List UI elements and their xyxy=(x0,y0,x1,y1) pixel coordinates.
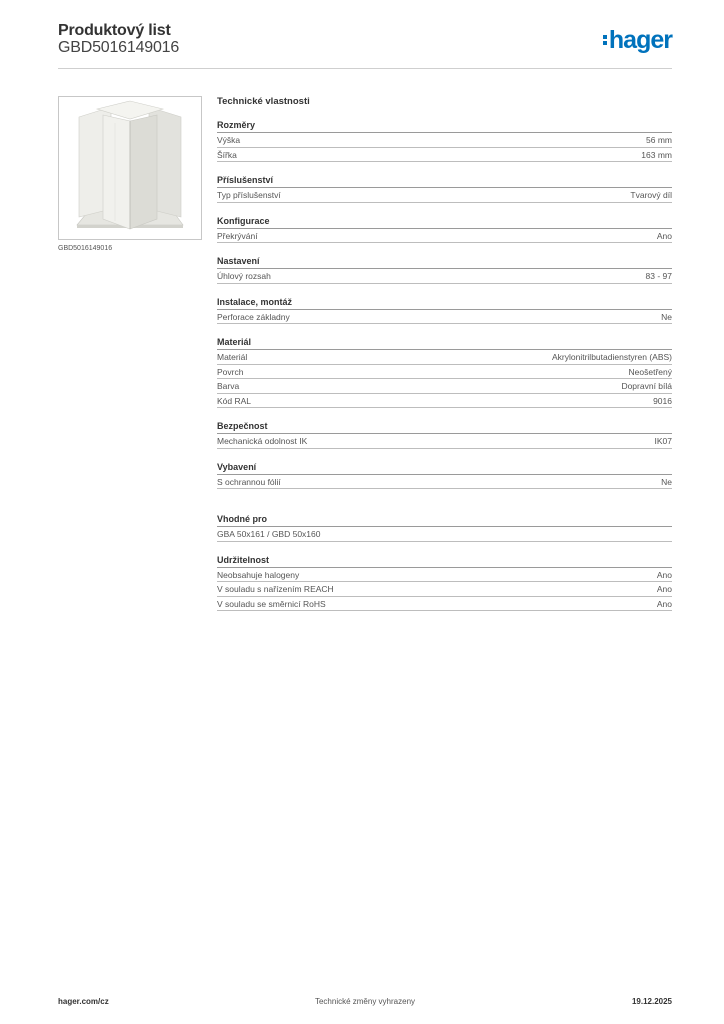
property-group-title: Instalace, montáž xyxy=(217,296,672,310)
property-group-title: Bezpečnost xyxy=(217,420,672,434)
property-group-title: Konfigurace xyxy=(217,215,672,229)
property-row xyxy=(217,310,672,325)
technical-properties xyxy=(217,96,672,611)
property-row xyxy=(217,148,672,163)
property-row xyxy=(217,597,672,612)
property-row xyxy=(217,582,672,597)
property-label: Povrch xyxy=(217,366,244,377)
property-value: Ano xyxy=(656,569,672,580)
property-label: S ochrannou fólií xyxy=(217,476,281,487)
product-image xyxy=(58,96,202,240)
property-label: Úhlový rozsah xyxy=(217,271,271,281)
property-group-title: Udržitelnost xyxy=(217,554,672,568)
property-value: Akrylonitrilbutadienstyren (ABS) xyxy=(552,352,672,362)
property-value: Ne xyxy=(661,476,672,487)
property-row xyxy=(217,434,672,449)
property-label: GBA 50x161 / GBD 50x160 xyxy=(217,529,321,539)
property-row xyxy=(217,229,672,244)
logo-text: hager xyxy=(608,26,672,54)
property-group-title: Příslušenství xyxy=(217,174,672,188)
property-label: V souladu s nařízením REACH xyxy=(217,584,334,594)
property-label: Typ příslušenství xyxy=(217,190,281,200)
property-group-title: Rozměry xyxy=(217,119,672,133)
property-label: Šířka xyxy=(217,149,237,160)
footer-note: Technické změny vyhrazeny xyxy=(314,997,416,1006)
property-row xyxy=(217,475,672,490)
property-value: Tvarový díl xyxy=(630,190,672,200)
property-group-title: Materiál xyxy=(217,336,672,350)
property-value: Ano xyxy=(656,598,672,609)
property-group-title: Nastavení xyxy=(217,255,672,269)
properties-heading: Technické vlastnosti xyxy=(217,96,310,107)
property-row xyxy=(217,188,672,203)
property-value: Ano xyxy=(656,584,672,594)
property-row xyxy=(217,133,672,148)
document-title: Produktový list xyxy=(58,22,171,39)
property-label: Barva xyxy=(217,381,240,391)
footer-website: hager.com/cz xyxy=(58,997,109,1006)
property-row xyxy=(217,568,672,583)
property-label: Materiál xyxy=(217,352,248,362)
property-group-title: Vybavení xyxy=(217,461,672,475)
property-label: Překrývání xyxy=(217,230,258,241)
hager-logo xyxy=(603,28,672,52)
property-value: IK07 xyxy=(654,436,672,446)
property-value: 9016 xyxy=(653,395,672,406)
property-row xyxy=(217,350,672,365)
logo-dots-icon xyxy=(603,34,607,46)
product-code: GBD5016149016 xyxy=(58,39,180,56)
property-value: 163 mm xyxy=(641,149,672,160)
property-row xyxy=(217,394,672,409)
property-value: Neošetřený xyxy=(628,366,672,377)
property-row xyxy=(217,365,672,380)
property-group-title: Vhodné pro xyxy=(217,513,672,527)
inner-corner-product-illustration xyxy=(59,97,201,239)
property-value: Dopravní bílá xyxy=(621,381,672,391)
page-header xyxy=(58,22,672,69)
property-label: V souladu se směrnicí RoHS xyxy=(217,598,326,609)
property-row xyxy=(217,379,672,394)
property-value: 83 - 97 xyxy=(645,271,672,281)
property-label: Neobsahuje halogeny xyxy=(217,569,300,580)
property-value: 56 mm xyxy=(646,135,672,145)
property-row xyxy=(217,527,672,542)
image-caption: GBD5016149016 xyxy=(58,245,113,252)
property-value: Ne xyxy=(661,311,672,322)
property-label: Výška xyxy=(217,135,241,145)
footer-date: 19.12.2025 xyxy=(631,997,672,1006)
property-label: Kód RAL xyxy=(217,395,252,406)
property-label: Mechanická odolnost IK xyxy=(217,436,308,446)
property-value: Ano xyxy=(656,230,672,241)
property-row xyxy=(217,269,672,284)
property-label: Perforace základny xyxy=(217,311,290,322)
